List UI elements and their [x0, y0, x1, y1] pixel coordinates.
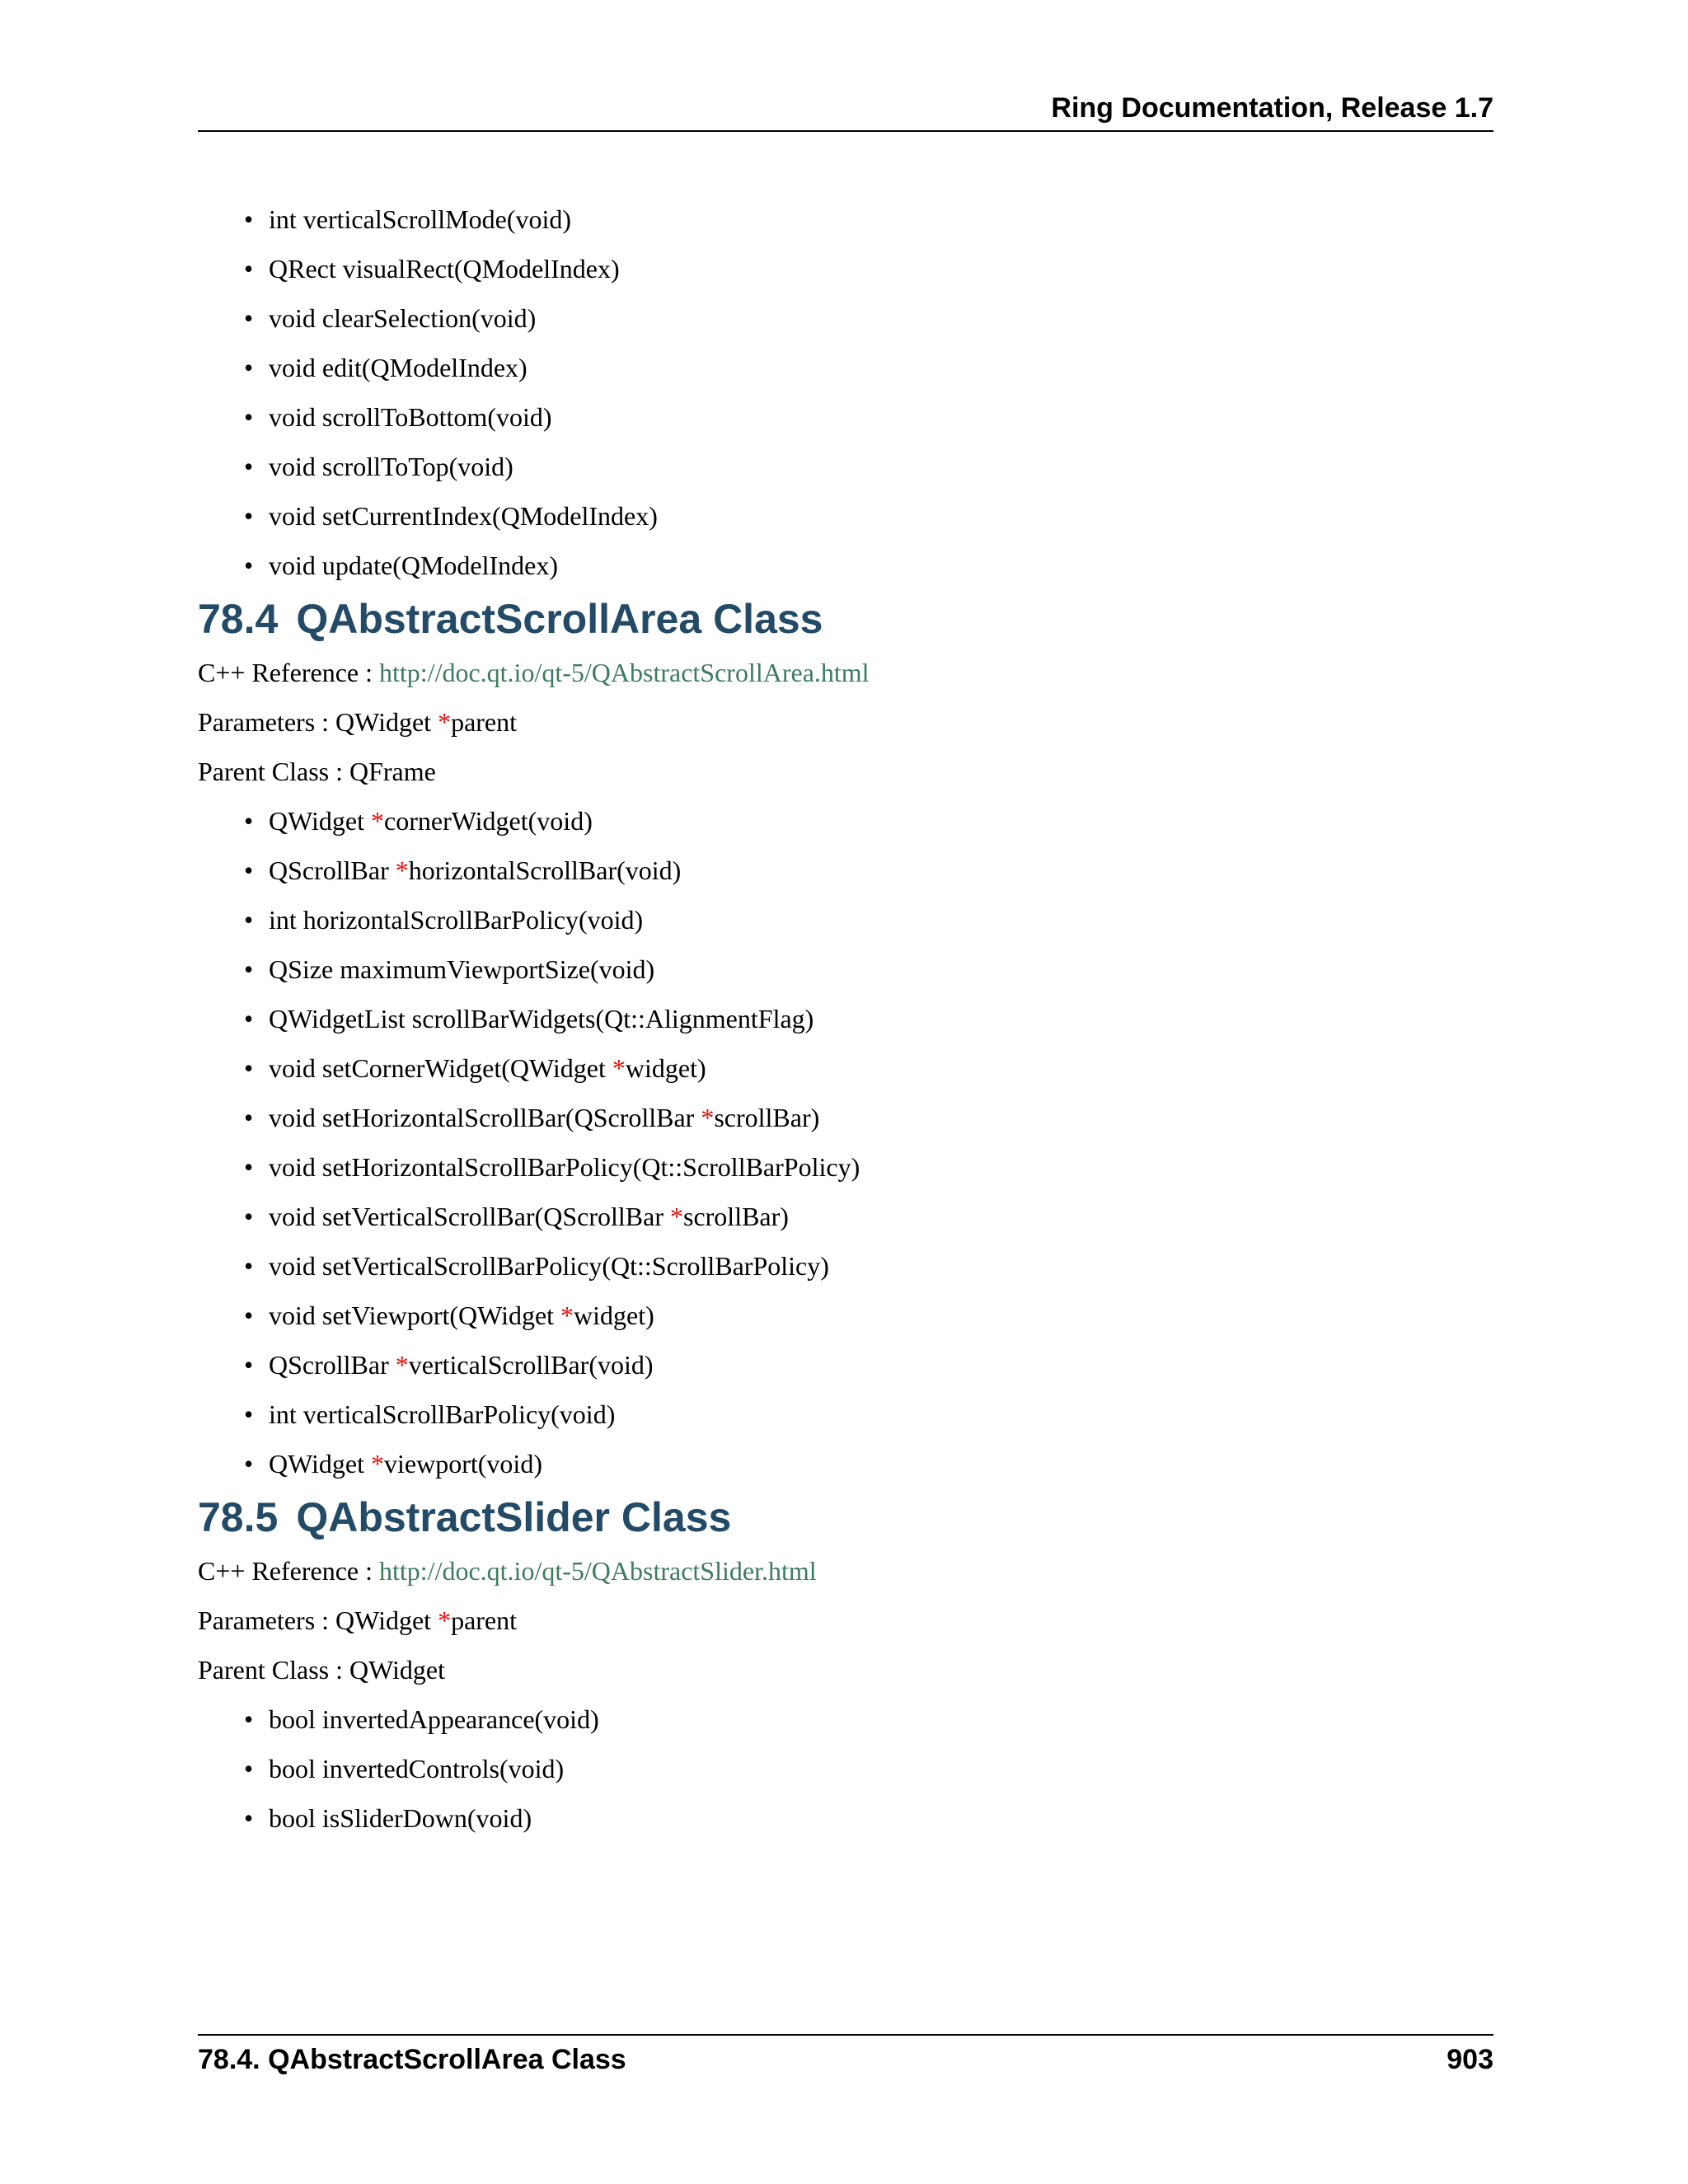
- parent-class-line: Parent Class : QWidget: [198, 1655, 445, 1685]
- list-item: • bool invertedControls(void): [244, 1744, 1493, 1793]
- section-number: 78.4: [198, 596, 279, 642]
- list-item: • void setCurrentIndex(QModelIndex): [244, 491, 1493, 541]
- list-item: • void setCornerWidget(QWidget *widget): [244, 1043, 1493, 1093]
- list-item: • QRect visualRect(QModelIndex): [244, 244, 1493, 293]
- running-header-title: Ring Documentation, Release 1.7: [1051, 92, 1493, 124]
- cpp-reference-link[interactable]: http://doc.qt.io/qt-5/QAbstractScrollArea.html: [379, 658, 870, 687]
- parameters-line: [198, 697, 1493, 747]
- parameters-value: parent: [451, 707, 518, 737]
- footer-section-title: 78.4. QAbstractScrollArea Class: [198, 2044, 626, 2075]
- cpp-reference-line: [198, 648, 1493, 697]
- cpp-reference-line: [198, 1546, 1493, 1596]
- list-item: • void clearSelection(void): [244, 293, 1493, 343]
- list-item: • int verticalScrollBarPolicy(void): [244, 1390, 1493, 1439]
- parameters-label: Parameters : QWidget: [198, 1605, 438, 1635]
- list-item: • void setVerticalScrollBarPolicy(Qt::ScrollBarPolicy): [244, 1241, 1493, 1291]
- page-number: 903: [1447, 2044, 1493, 2075]
- list-item: • int horizontalScrollBarPolicy(void): [244, 895, 1493, 944]
- section-heading-qabstractslider: [198, 1488, 1493, 1546]
- parent-class-line: Parent Class : QFrame: [198, 757, 436, 786]
- section-title: QAbstractSlider Class: [296, 1494, 732, 1540]
- list-item: • void update(QModelIndex): [244, 541, 1493, 590]
- list-item: • bool isSliderDown(void): [244, 1793, 1493, 1843]
- pointer-star: *: [438, 1605, 452, 1635]
- top-method-list: [198, 194, 1493, 590]
- cpp-reference-label: C++ Reference :: [198, 658, 379, 687]
- list-item: • void edit(QModelIndex): [244, 343, 1493, 392]
- pointer-star: *: [438, 707, 452, 737]
- scrollarea-method-list: [198, 796, 1493, 1488]
- list-item: • void scrollToBottom(void): [244, 392, 1493, 442]
- list-item: • bool invertedAppearance(void): [244, 1694, 1493, 1744]
- parameters-line: [198, 1596, 1493, 1645]
- cpp-reference-link[interactable]: http://doc.qt.io/qt-5/QAbstractSlider.html: [379, 1556, 817, 1586]
- section-heading-qabstractscrollarea: [198, 590, 1493, 648]
- parameters-label: Parameters : QWidget: [198, 707, 438, 737]
- header-divider: [198, 130, 1493, 132]
- list-item: • void scrollToTop(void): [244, 442, 1493, 491]
- list-item: • QWidget *cornerWidget(void): [244, 796, 1493, 846]
- parameters-value: parent: [451, 1605, 518, 1635]
- cpp-reference-label: C++ Reference :: [198, 1556, 379, 1586]
- list-item: • QScrollBar *verticalScrollBar(void): [244, 1340, 1493, 1390]
- list-item: • QScrollBar *horizontalScrollBar(void): [244, 846, 1493, 895]
- page-content: [198, 194, 1493, 1843]
- footer-divider: [198, 2034, 1493, 2036]
- list-item: • int verticalScrollMode(void): [244, 194, 1493, 244]
- list-item: • void setVerticalScrollBar(QScrollBar *scrollBar): [244, 1192, 1493, 1241]
- list-item: • QSize maximumViewportSize(void): [244, 944, 1493, 994]
- list-item: • QWidgetList scrollBarWidgets(Qt::AlignmentFlag): [244, 994, 1493, 1043]
- section-title: QAbstractScrollArea Class: [296, 596, 823, 642]
- list-item: • void setHorizontalScrollBarPolicy(Qt::ScrollBarPolicy): [244, 1142, 1493, 1192]
- list-item: • void setViewport(QWidget *widget): [244, 1291, 1493, 1340]
- list-item: • void setHorizontalScrollBar(QScrollBar *scrollBar): [244, 1093, 1493, 1142]
- slider-method-list: [198, 1694, 1493, 1843]
- list-item: • QWidget *viewport(void): [244, 1439, 1493, 1488]
- section-number: 78.5: [198, 1494, 279, 1540]
